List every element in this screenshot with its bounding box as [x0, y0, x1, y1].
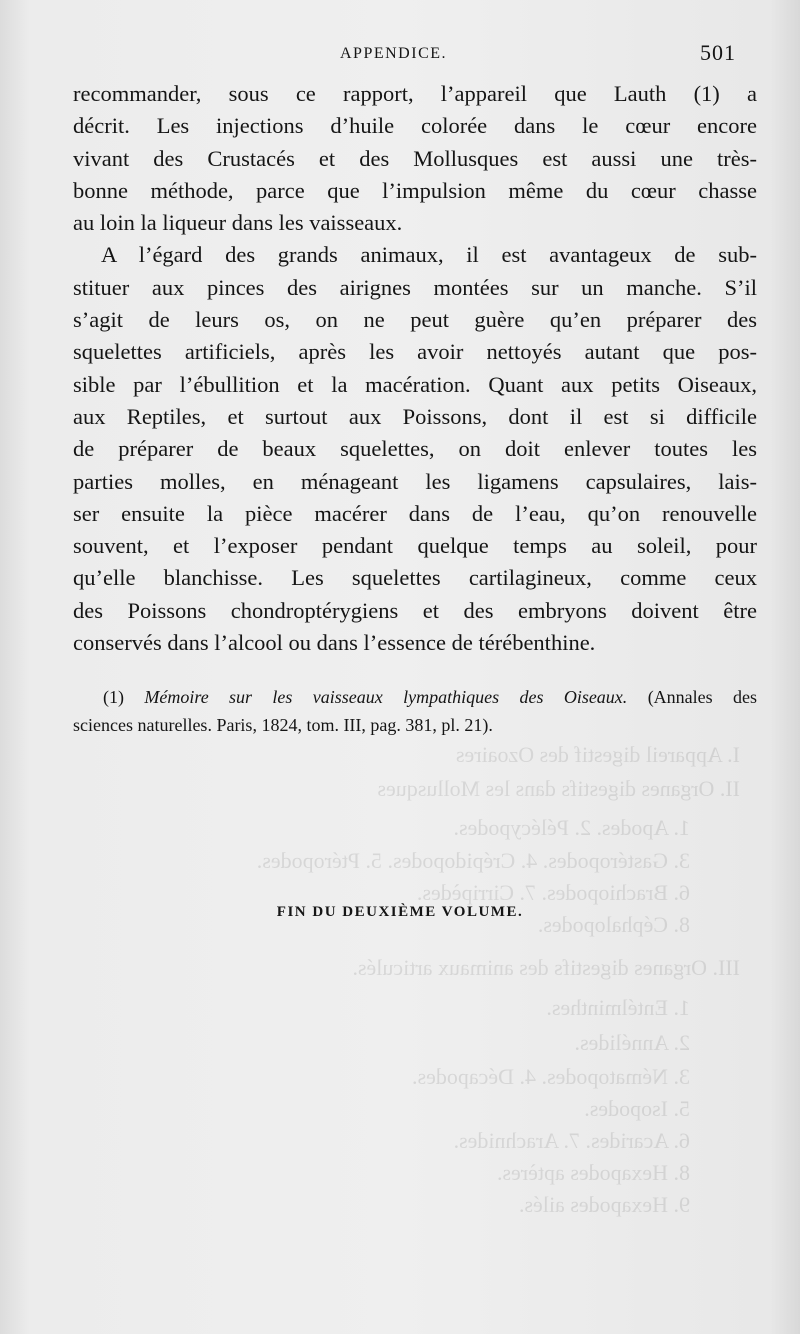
text-line: de préparer de beaux squelettes, on doit enlever toutes les: [73, 436, 757, 462]
text-line: vivant des Crustacés et des Mollusques est aussi une très-: [73, 145, 757, 171]
text-line: A l’égard des grands animaux, il est avantageux de sub-: [101, 242, 757, 268]
text-line: recommander, sous ce rapport, l’appareil que Lauth (1) a: [73, 81, 757, 106]
text-line: des Poissons chondroptérygiens et des embryons doivent être: [73, 597, 757, 623]
text-line: au loin la liqueur dans les vaisseaux.: [73, 210, 403, 236]
footnote-citation: (Annales des: [647, 687, 758, 707]
text-line: bonne méthode, parce que l’impulsion même du cœur chasse: [73, 177, 757, 203]
text-line: conservés dans l’alcool ou dans l’essence de térébenthine.: [73, 630, 596, 656]
footnote: [73, 683, 757, 739]
text-line: aux Reptiles, et surtout aux Poissons, dont il est si difficile: [73, 403, 757, 429]
text-line: décrit. Les injections d’huile colorée dans le cœur encore: [73, 113, 757, 139]
show-through-text: I. Appareil digestif des Ozoaires II. Organes digestifs dans les Mollusques 1. Apodes. 2. Pélécypodes. 3. Gastéropodes. 4. Crépidopodes. 5. Ptéropodes. 6. Brachiopodes. 7. Cirripèdes. 8. Céphalopodes. III. Organes digestifs des animaux articulés. 1. Entélminthes. 2. Annélides. 3. Nématopodes. 4. Décapodes. 5. Isopodes. 6. Acarides. 7. Arachnides. 8. Hexapodes aptères. 9. Hexapodes ailés.: [256, 742, 740, 1217]
text-line: ser ensuite la pièce macérer dans de l’eau, qu’on renouvelle: [73, 500, 757, 526]
footnote-line: sciences naturelles. Paris, 1824, tom. III, pag. 381, pl. 21).: [73, 715, 493, 735]
footnote-line: [73, 683, 757, 711]
text-line: stituer aux pinces des airignes montées sur un manche. S’il: [73, 274, 757, 300]
footnote-title: Mémoire sur les vaisseaux lympathiques des Oiseaux.: [144, 687, 628, 707]
volume-end-title: FIN DU DEUXIÈME VOLUME.: [276, 904, 524, 920]
text-line: squelettes artificiels, après les avoir nettoyés autant que pos-: [73, 339, 757, 365]
page-number: 501: [700, 40, 736, 65]
main-text: [73, 78, 757, 659]
text-line: qu’elle blanchisse. Les squelettes cartilagineux, comme ceux: [73, 565, 757, 591]
footnote-marker: (1): [103, 687, 124, 707]
text-line: sible par l’ébullition et la macération. Quant aux petits Oiseaux,: [73, 371, 757, 397]
page-header: [0, 40, 800, 70]
text-line: parties molles, en ménageant les ligamens capsulaires, lais-: [73, 468, 757, 494]
text-line: s’agit de leurs os, on ne peut guère qu’en préparer des: [73, 307, 757, 333]
text-line: souvent, et l’exposer pendant quelque temps au soleil, pour: [73, 533, 757, 559]
running-head: APPENDICE.: [340, 45, 448, 62]
